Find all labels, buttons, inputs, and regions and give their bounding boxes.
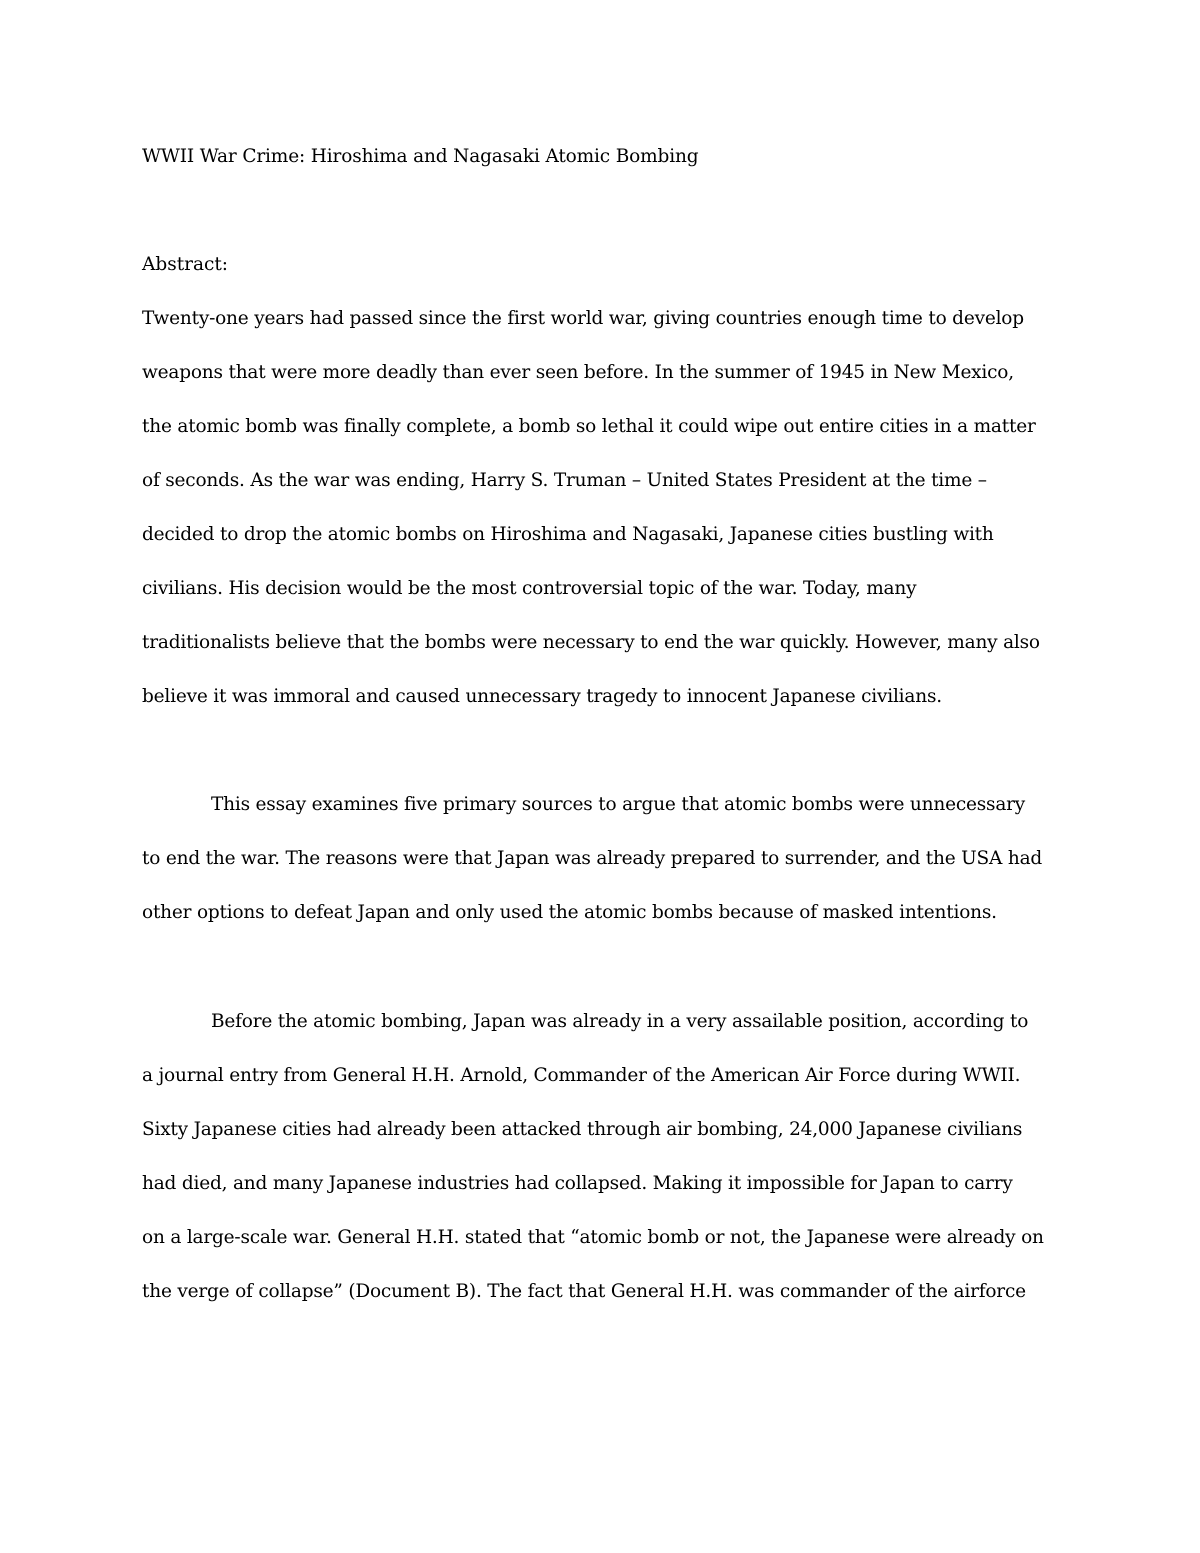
body-line: on a large-scale war. General H.H. stated that “atomic bomb or not, the Japanese were already on: [142, 1227, 1044, 1248]
body-paragraph: [142, 1006, 1072, 1330]
body-line: had died, and many Japanese industries had collapsed. Making it impossible for Japan to carry: [142, 1173, 1013, 1194]
body-line: Before the atomic bombing, Japan was already in a very assailable position, according to: [211, 1011, 1029, 1032]
body-line: the verge of collapse” (Document B). The fact that General H.H. was commander of the airforce: [142, 1281, 1026, 1302]
body-line: Sixty Japanese cities had already been attacked through air bombing, 24,000 Japanese civilians: [142, 1119, 1023, 1140]
body-line: a journal entry from General H.H. Arnold, Commander of the American Air Force during WWII.: [142, 1065, 1021, 1086]
abstract-line: civilians. His decision would be the most controversial topic of the war. Today, many: [142, 578, 917, 599]
abstract-line: of seconds. As the war was ending, Harry S. Truman – United States President at the time –: [142, 470, 987, 491]
thesis-paragraph: [142, 789, 1072, 951]
abstract-line: traditionalists believe that the bombs were necessary to end the war quickly. However, many also: [142, 632, 1040, 653]
abstract-line: the atomic bomb was finally complete, a bomb so lethal it could wipe out entire cities in a matter: [142, 416, 1036, 437]
abstract-paragraph: [142, 303, 1072, 735]
abstract-line: Twenty-one years had passed since the first world war, giving countries enough time to develop: [142, 308, 1024, 329]
abstract-line: weapons that were more deadly than ever seen before. In the summer of 1945 in New Mexico,: [142, 362, 1014, 383]
thesis-line: to end the war. The reasons were that Japan was already prepared to surrender, and the USA had: [142, 848, 1043, 869]
document-title: WWII War Crime: Hiroshima and Nagasaki Atomic Bombing: [142, 146, 699, 167]
abstract-heading: Abstract:: [142, 254, 229, 275]
thesis-line: This essay examines five primary sources to argue that atomic bombs were unnecessary: [211, 794, 1026, 815]
abstract-line: believe it was immoral and caused unnecessary tragedy to innocent Japanese civilians.: [142, 686, 942, 707]
thesis-line: other options to defeat Japan and only used the atomic bombs because of masked intentions.: [142, 902, 997, 923]
abstract-line: decided to drop the atomic bombs on Hiroshima and Nagasaki, Japanese cities bustling with: [142, 524, 994, 545]
